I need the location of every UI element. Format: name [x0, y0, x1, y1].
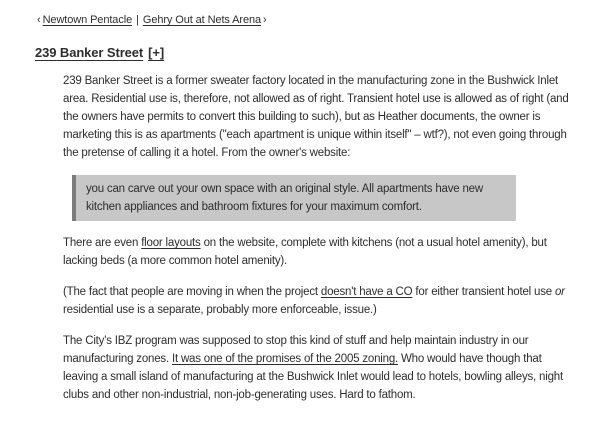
text-segment: There are even: [63, 237, 142, 249]
paragraph: [63, 332, 570, 404]
post-title-link[interactable]: 239 Banker Street: [35, 45, 144, 60]
text-segment: Who would have though that leaving a small island of manufacturing at the Bushwick Inlet would lead to hotels, bowling alleys, night clubs and other non-industrial, non-job-generating uses. Hard to fathom.: [63, 353, 563, 401]
next-arrow-icon: ›: [263, 14, 267, 26]
inline-link[interactable]: doesn't have a CO: [320, 286, 413, 298]
italic-text: or: [554, 286, 565, 298]
inline-link[interactable]: floor layouts: [141, 237, 201, 249]
inline-link[interactable]: It was one of the promises of the 2005 zoning.: [171, 353, 399, 365]
text-segment: (The fact that people are moving in when the project: [63, 286, 321, 298]
text-segment: you can carve out your own space with an original style. All apartments have new kitchen appliances and bathroom fixtures for your maximum comfort.: [86, 183, 483, 213]
permalink-link[interactable]: [+]: [148, 45, 165, 60]
text-segment: residential use is a separate, probably more enforceable, issue.): [63, 304, 377, 316]
text-segment: on the website, complete with kitchens (not a usual hotel amenity), but lacking beds (a more common hotel amenity).: [63, 237, 547, 267]
text-segment: for either transient hotel use: [412, 286, 555, 298]
text-segment: 239 Banker Street is a former sweater factory located in the manufacturing zone in the Bushwick Inlet area. Residential use is, therefore, not allowed as of right. Transient hotel use is allowed as of right (and the owners have permits to convert this building to such), but as Heather documents, the owner is marketing this is as apartments ("each apartment is unique within itself" – wtf?), not even going through the pretense of calling it a hotel. From the owner's website:: [63, 75, 569, 159]
post-body: [63, 72, 570, 404]
text-segment: The City's IBZ program was supposed to stop this kind of stuff and help maintain industry in our manufacturing zones.: [63, 335, 529, 365]
paragraph: [63, 283, 570, 319]
paragraph: [63, 234, 570, 270]
prev-post-link[interactable]: Newtown Pentacle: [42, 14, 133, 26]
next-post-link[interactable]: Gehry Out at Nets Arena: [142, 14, 262, 26]
paragraph: [63, 72, 570, 162]
nav-separator: |: [136, 14, 139, 26]
post-navigation: [35, 13, 572, 27]
prev-arrow-icon: ‹: [37, 14, 41, 26]
blockquote: [72, 175, 516, 221]
post-title-heading: [35, 45, 572, 60]
